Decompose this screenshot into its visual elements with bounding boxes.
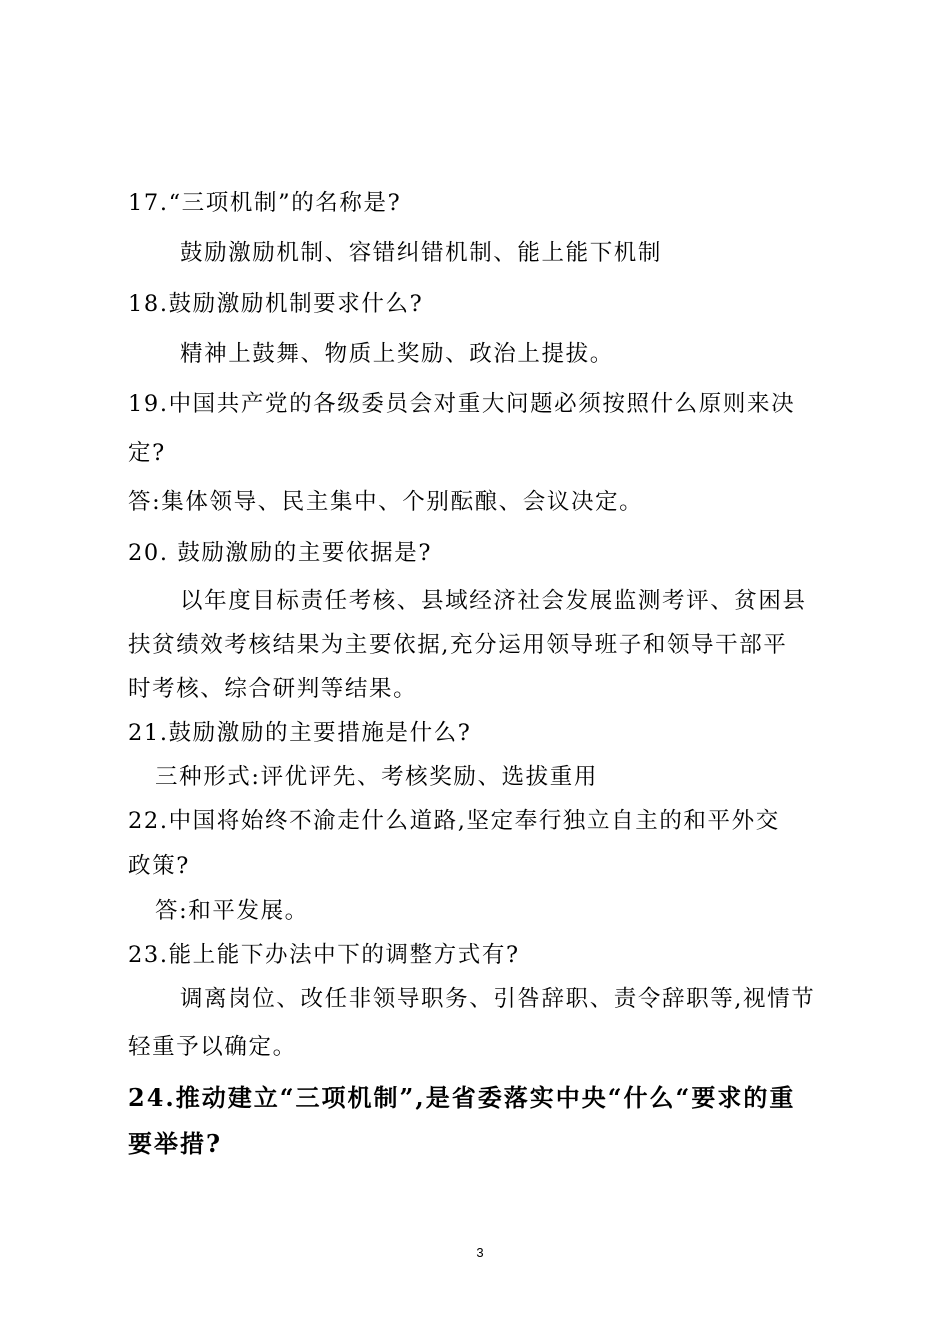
question-22-line-2: 政策? — [128, 853, 190, 879]
question-23: 23.能上能下办法中下的调整方式有? — [128, 942, 520, 968]
page-number: 3 — [476, 1245, 484, 1260]
answer-17: 鼓励激励机制、容错纠错机制、能上能下机制 — [180, 240, 663, 266]
answer-22: 答:和平发展。 — [155, 898, 309, 924]
answer-20-line-1: 以年度目标责任考核、县域经济社会发展监测考评、贫困县 — [180, 588, 807, 614]
answer-18: 精神上鼓舞、物质上奖励、政治上提拔。 — [180, 341, 614, 367]
answer-23-line-1: 调离岗位、改任非领导职务、引咎辞职、责令辞职等,视情节 — [180, 986, 816, 1012]
question-22-line-1: 22.中国将始终不渝走什么道路,坚定奉行独立自主的和平外交 — [128, 808, 780, 834]
question-19-line-2: 定? — [128, 440, 166, 466]
answer-23-line-2: 轻重予以确定。 — [128, 1034, 297, 1060]
question-24-line-2: 要举措? — [128, 1129, 223, 1158]
question-20: 20. 鼓励激励的主要依据是? — [128, 540, 432, 566]
question-18: 18.鼓励激励机制要求什么? — [128, 291, 424, 317]
answer-20-line-2: 扶贫绩效考核结果为主要依据,充分运用领导班子和领导干部平 — [128, 632, 788, 658]
question-21: 21.鼓励激励的主要措施是什么? — [128, 720, 472, 746]
question-17: 17.“三项机制”的名称是? — [128, 190, 402, 216]
answer-20-line-3: 时考核、综合研判等结果。 — [128, 676, 418, 702]
question-19-line-1: 19.中国共产党的各级委员会对重大问题必须按照什么原则来决 — [128, 391, 796, 417]
answer-19: 答:集体领导、民主集中、个别酝酿、会议决定。 — [128, 489, 644, 515]
answer-21: 三种形式:评优评先、考核奖励、选拔重用 — [155, 764, 598, 790]
question-24-line-1: 24.推动建立“三项机制”,是省委落实中央“什么“要求的重 — [128, 1083, 796, 1112]
